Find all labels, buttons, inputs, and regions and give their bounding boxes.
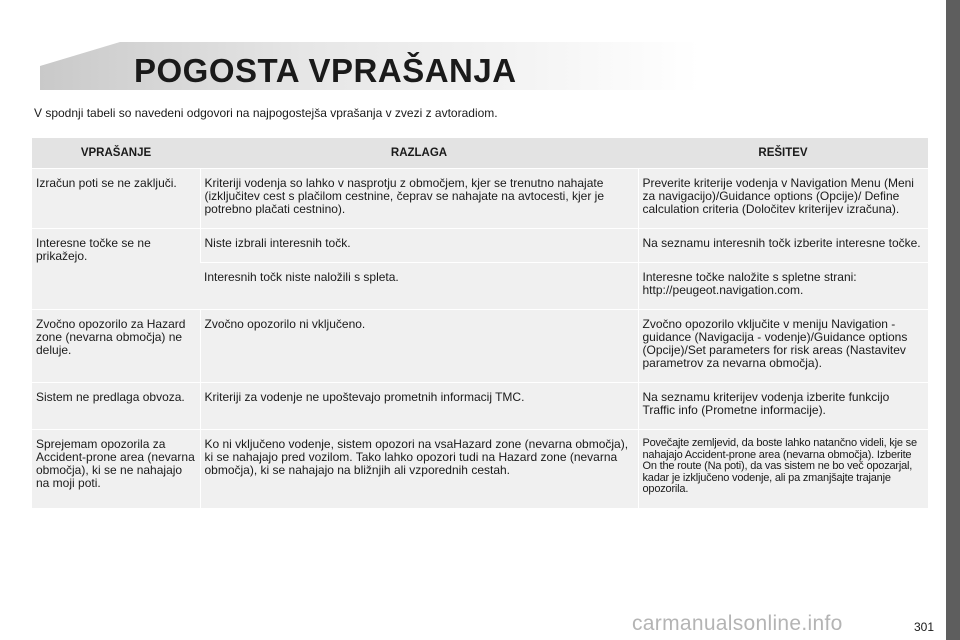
title-band-notch xyxy=(40,42,120,66)
question-cell: Zvočno opozorilo za Hazard zone (nevarna območja) ne deluje. xyxy=(32,310,200,383)
table-row xyxy=(32,430,928,509)
solution-cell: Preverite kriterije vodenja v Navigation Menu (Meni za navigacijo)/Guidance options (Opcije)/ Define calculation criteria (Določitev kriterijev izračuna). xyxy=(638,169,928,229)
cause-cell: Kriteriji vodenja so lahko v nasprotju z območjem, kjer se trenutno nahajate (izključitev cest s plačilom cestnine, čeprav se nahajate na avtocesti, kjer je potrebno plačati cestnino). xyxy=(200,169,638,229)
cause-cell: Kriteriji za vodenje ne upoštevajo prometnih informacij TMC. xyxy=(200,383,638,430)
table-row xyxy=(32,383,928,430)
table-row xyxy=(32,229,928,263)
cause-cell: Interesnih točk niste naložili s spleta. xyxy=(200,263,638,310)
header-cause: RAZLAGA xyxy=(200,138,638,169)
question-cell: Izračun poti se ne zaključi. xyxy=(32,169,200,229)
solution-cell: Zvočno opozorilo vključite v meniju Navigation - guidance (Navigacija - vodenje)/Guidance options (Opcije)/Set parameters for risk areas (Nastavitev parametrov za nevarna območja). xyxy=(638,310,928,383)
solution-cell: Na seznamu kriterijev vodenja izberite funkcijo Traffic info (Prometne informacije). xyxy=(638,383,928,430)
table-header-row xyxy=(32,138,928,169)
header-question: VPRAŠANJE xyxy=(32,138,200,169)
intro-text: V spodnji tabeli so navedeni odgovori na najpogostejša vprašanja v zvezi z avtoradiom. xyxy=(34,106,498,120)
table-row xyxy=(32,169,928,229)
solution-cell: Interesne točke naložite s spletne strani: http://peugeot.navigation.com. xyxy=(638,263,928,310)
solution-cell: Na seznamu interesnih točk izberite interesne točke. xyxy=(638,229,928,263)
question-cell: Sistem ne predlaga obvoza. xyxy=(32,383,200,430)
faq-table xyxy=(32,138,928,509)
page-title: POGOSTA VPRAŠANJA xyxy=(134,52,517,89)
watermark-text: carmanualsonline.info xyxy=(632,612,843,635)
question-cell: Sprejemam opozorila za Accident-prone area (nevarna območja), ki se ne nahajajo na moji poti. xyxy=(32,430,200,509)
header-solution: REŠITEV xyxy=(638,138,928,169)
table-row xyxy=(32,310,928,383)
page-number: 301 xyxy=(913,620,934,634)
cause-cell: Zvočno opozorilo ni vključeno. xyxy=(200,310,638,383)
cause-cell: Ko ni vključeno vodenje, sistem opozori na vsaHazard zone (nevarna območja), ki se nahajajo pred vozilom. Tako lahko opozori tudi na Hazard zone (nevarna območja), ki se nahajajo na bližnjih ali vzporednih cestah. xyxy=(200,430,638,509)
solution-cell: Povečajte zemljevid, da boste lahko natančno videli, kje se nahajajo Accident-prone area (nevarna območja). Izberite On the route (Na poti), da vas sistem ne bo več opozarjal, kadar je izključeno vodenje, ali pa zmanjšajte trajanje opozorila. xyxy=(638,430,928,509)
right-edge-bar xyxy=(946,0,960,640)
question-cell: Interesne točke se ne prikažejo. xyxy=(32,229,200,310)
cause-cell: Niste izbrali interesnih točk. xyxy=(200,229,638,263)
